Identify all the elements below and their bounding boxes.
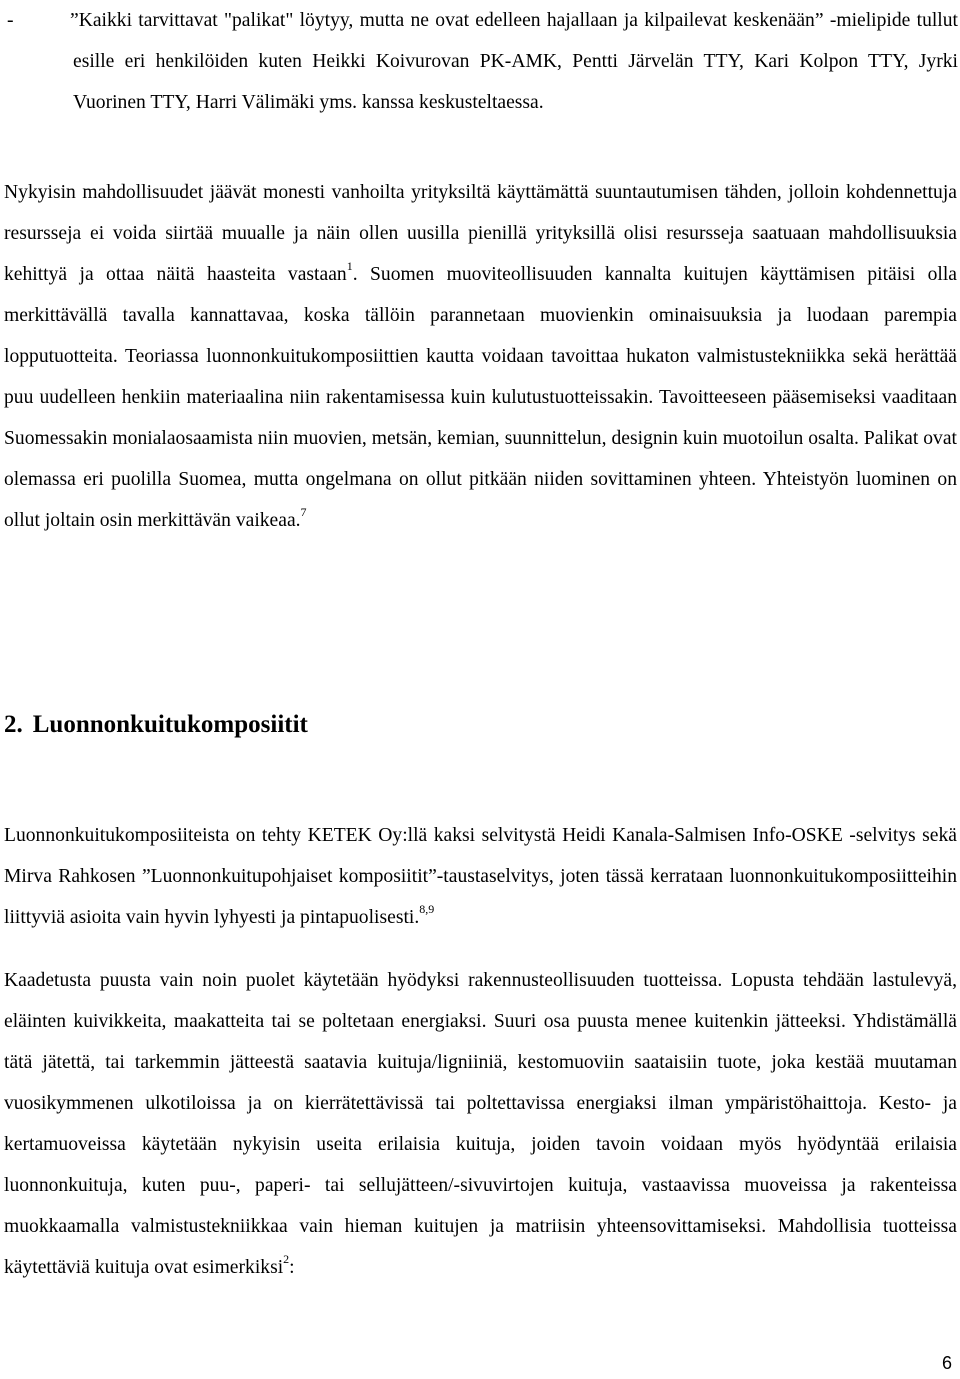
body-paragraph-2	[4, 815, 957, 938]
page-number: 6	[941, 1353, 952, 1373]
footnote-reference: 8,9	[419, 902, 435, 917]
paragraph-text: Nykyisin mahdollisuudet jäävät monesti vanhoilta yrityksiltä käyttämättä suuntautumisen tähden, jolloin kohdennettuja resursseja ei voida siirtää muualle ja näin ollen uusilla pienillä yrityksillä olisi resursseja saatuaan mahdollisuuksia kehittyä ja ottaa näitä haasteita vastaan	[4, 182, 957, 285]
section-title: Luonnonkuitukomposiitit	[32, 711, 308, 738]
footnote-reference: 1	[346, 259, 353, 274]
body-paragraph-1	[4, 172, 957, 541]
bullet-marker: -	[7, 10, 14, 31]
bullet-list-item	[0, 0, 960, 123]
paragraph-text: . Suomen muoviteollisuuden kannalta kuitujen käyttämisen pitäisi olla merkittävällä tavalla kannattavaa, koska tällöin parannetaan muovienkin ominaisuuksia ja luodaan parempia lopputuotteita. Teoriassa luonnonkuitukomposiittien kautta voidaan tavoittaa hukaton valmistustekniikka sekä herättää puu uudelleen henkiin materiaalina niin rakentamisessa kuin kulutustuotteissakin. Tavoitteeseen pääsemiseksi vaaditaan Suomessakin monialaosaamista niin muovien, metsän, kemian, suunnittelun, designin kuin muotoilun osalta. Palikat ovat olemassa eri puolilla Suomea, mutta ongelmana on ollut pitkään niiden sovittaminen yhteen. Yhteistyön luominen on ollut joltain osin merkittävän vaikeaa.	[4, 264, 957, 531]
section-number: 2.	[4, 711, 23, 738]
footnote-reference: 2	[283, 1252, 290, 1267]
section-heading	[4, 705, 308, 745]
paragraph-text: Luonnonkuitukomposiiteista on tehty KETEK Oy:llä kaksi selvitystä Heidi Kanala-Salmisen Info-OSKE -selvitys sekä Mirva Rahkosen ”Luonnonkuitupohjaiset komposiitit”-taustaselvitys, joten tässä kerrataan luonnonkuitukomposiitteihin liittyviä asioita vain hyvin lyhyesti ja pintapuolisesti.	[4, 825, 957, 928]
footnote-reference: 7	[300, 505, 307, 520]
paragraph-text: Kaadetusta puusta vain noin puolet käytetään hyödyksi rakennusteollisuuden tuotteissa. Lopusta tehdään lastulevyä, eläinten kuivikkeita, maakatteita tai se poltetaan energiaksi. Suuri osa puusta menee kuitenkin jätteeksi. Yhdistämällä tätä jätettä, tai tarkemmin jätteestä saatavia kuituja/ligniiniä, kestomuoviin saataisiin tuote, joka kestää muutaman vuosikymmenen ulkotiloissa ja on kierrätettävissä tai poltettavissa energiaksi ilman ympäristöhaittoja. Kesto- ja kertamuoveissa käytetään nykyisin useita erilaisia kuituja, joiden tavoin voidaan myös hyödyntää erilaisia luonnonkuituja, kuten puu-, paperi- tai sellujätteen/-sivuvirtojen kuituja, vastaavissa muoveissa ja rakenteissa muokkaamalla valmistustekniikkaa vain hieman kuitujen ja matriisin yhteensovittamiseksi. Mahdollisia tuotteissa käytettäviä kuituja ovat esimerkiksi	[4, 970, 957, 1278]
bullet-text: ”Kaikki tarvittavat "palikat" löytyy, mutta ne ovat edelleen hajallaan ja kilpailevat keskenään” -mielipide tullut esille eri henkilöiden kuten Heikki Koivurovan PK-AMK, Pentti Järvelän TTY, Kari Kolpon TTY, Jyrki Vuorinen TTY, Harri Välimäki yms. kanssa keskusteltaessa.	[70, 10, 958, 113]
body-paragraph-3	[4, 960, 957, 1288]
paragraph-text-tail: :	[289, 1257, 295, 1278]
